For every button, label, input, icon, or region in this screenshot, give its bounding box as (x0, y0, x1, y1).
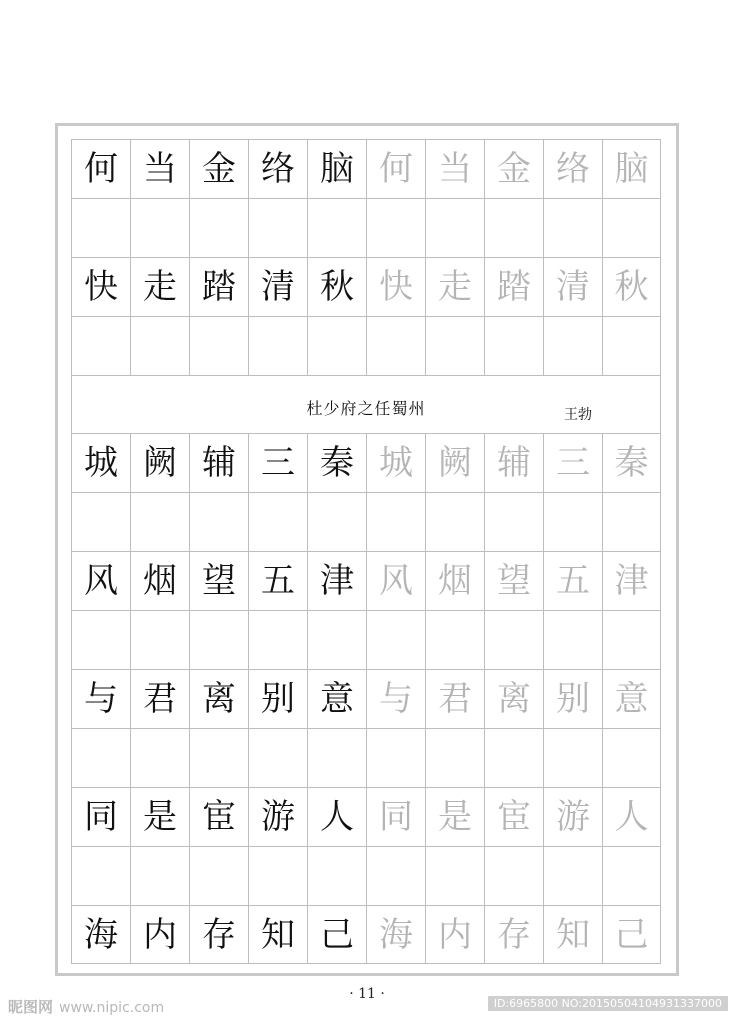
practice-cell (248, 198, 307, 257)
model-character: 内 (130, 905, 189, 964)
practice-cell (366, 728, 425, 787)
model-character: 秋 (307, 257, 366, 316)
model-character: 海 (71, 905, 130, 964)
practice-row (71, 316, 661, 375)
practice-cell (248, 728, 307, 787)
practice-cell (425, 610, 484, 669)
character-row (71, 669, 661, 728)
model-character: 同 (71, 787, 130, 846)
practice-cell (248, 846, 307, 905)
model-character: 望 (189, 551, 248, 610)
practice-cell (71, 198, 130, 257)
model-character: 三 (248, 433, 307, 492)
practice-cell (543, 198, 602, 257)
practice-cell (484, 198, 543, 257)
trace-character: 城 (366, 433, 425, 492)
model-character: 何 (71, 139, 130, 198)
trace-character: 秋 (602, 257, 661, 316)
model-character: 君 (130, 669, 189, 728)
practice-cell (71, 846, 130, 905)
trace-character: 离 (484, 669, 543, 728)
model-character: 阙 (130, 433, 189, 492)
trace-character: 意 (602, 669, 661, 728)
trace-character: 踏 (484, 257, 543, 316)
model-character: 存 (189, 905, 248, 964)
practice-cell (602, 198, 661, 257)
practice-row (71, 846, 661, 905)
trace-character: 津 (602, 551, 661, 610)
trace-character: 三 (543, 433, 602, 492)
trace-character: 游 (543, 787, 602, 846)
practice-cell (307, 728, 366, 787)
trace-character: 五 (543, 551, 602, 610)
character-row (71, 257, 661, 316)
model-character: 知 (248, 905, 307, 964)
practice-cell (189, 610, 248, 669)
practice-cell (366, 198, 425, 257)
watermark-site: www.nipic.com (59, 1000, 165, 1016)
trace-character: 当 (425, 139, 484, 198)
practice-cell (484, 492, 543, 551)
practice-cell (602, 610, 661, 669)
model-character: 络 (248, 139, 307, 198)
practice-cell (543, 846, 602, 905)
practice-cell (248, 492, 307, 551)
character-row (71, 433, 661, 492)
practice-cell (189, 316, 248, 375)
practice-cell (71, 728, 130, 787)
practice-cell (71, 610, 130, 669)
practice-cell (189, 492, 248, 551)
practice-cell (130, 198, 189, 257)
model-character: 脑 (307, 139, 366, 198)
practice-cell (602, 492, 661, 551)
trace-character: 金 (484, 139, 543, 198)
trace-character: 君 (425, 669, 484, 728)
practice-cell (484, 316, 543, 375)
practice-row (71, 610, 661, 669)
trace-character: 秦 (602, 433, 661, 492)
model-character: 己 (307, 905, 366, 964)
practice-cell (189, 728, 248, 787)
model-character: 踏 (189, 257, 248, 316)
practice-cell (189, 846, 248, 905)
model-character: 五 (248, 551, 307, 610)
model-character: 是 (130, 787, 189, 846)
model-character: 快 (71, 257, 130, 316)
trace-character: 宦 (484, 787, 543, 846)
practice-cell (602, 316, 661, 375)
model-character: 津 (307, 551, 366, 610)
practice-cell (307, 610, 366, 669)
practice-cell (307, 198, 366, 257)
trace-character: 存 (484, 905, 543, 964)
practice-cell (425, 846, 484, 905)
practice-cell (130, 610, 189, 669)
model-character: 秦 (307, 433, 366, 492)
trace-character: 内 (425, 905, 484, 964)
model-character: 宦 (189, 787, 248, 846)
practice-cell (248, 610, 307, 669)
practice-cell (130, 846, 189, 905)
trace-character: 海 (366, 905, 425, 964)
watermark-id: ID:6965800 NO:20150504104931337000 (488, 996, 728, 1011)
trace-character: 清 (543, 257, 602, 316)
character-row (71, 139, 661, 198)
practice-row (71, 492, 661, 551)
character-row (71, 905, 661, 964)
practice-cell (425, 728, 484, 787)
trace-character: 快 (366, 257, 425, 316)
model-character: 金 (189, 139, 248, 198)
trace-character: 同 (366, 787, 425, 846)
character-row (71, 787, 661, 846)
model-character: 走 (130, 257, 189, 316)
practice-cell (366, 846, 425, 905)
practice-cell (307, 492, 366, 551)
practice-cell (543, 728, 602, 787)
watermark-logo-text: 昵图网 (8, 998, 54, 1016)
model-character: 辅 (189, 433, 248, 492)
page-number: · 11 · (349, 986, 385, 1002)
trace-character: 己 (602, 905, 661, 964)
trace-character: 知 (543, 905, 602, 964)
trace-character: 何 (366, 139, 425, 198)
model-character: 别 (248, 669, 307, 728)
practice-cell (602, 728, 661, 787)
trace-character: 阙 (425, 433, 484, 492)
practice-cell (602, 846, 661, 905)
practice-cell (484, 610, 543, 669)
trace-character: 走 (425, 257, 484, 316)
practice-cell (307, 846, 366, 905)
trace-character: 是 (425, 787, 484, 846)
trace-character: 别 (543, 669, 602, 728)
trace-character: 与 (366, 669, 425, 728)
poem-title-band (71, 375, 661, 433)
character-row (71, 551, 661, 610)
practice-row (71, 198, 661, 257)
practice-cell (425, 492, 484, 551)
model-character: 游 (248, 787, 307, 846)
model-character: 离 (189, 669, 248, 728)
practice-cell (248, 316, 307, 375)
practice-cell (366, 492, 425, 551)
practice-cell (543, 316, 602, 375)
model-character: 与 (71, 669, 130, 728)
practice-cell (307, 316, 366, 375)
trace-character: 人 (602, 787, 661, 846)
practice-cell (543, 610, 602, 669)
practice-cell (189, 198, 248, 257)
trace-character: 脑 (602, 139, 661, 198)
practice-cell (484, 846, 543, 905)
model-character: 烟 (130, 551, 189, 610)
practice-cell (71, 492, 130, 551)
practice-cell (130, 492, 189, 551)
practice-cell (366, 316, 425, 375)
model-character: 风 (71, 551, 130, 610)
poem-title: 杜少府之任蜀州 (306, 399, 426, 418)
model-character: 当 (130, 139, 189, 198)
trace-character: 络 (543, 139, 602, 198)
practice-cell (484, 728, 543, 787)
trace-character: 烟 (425, 551, 484, 610)
practice-cell (130, 728, 189, 787)
trace-character: 风 (366, 551, 425, 610)
practice-cell (543, 492, 602, 551)
model-character: 意 (307, 669, 366, 728)
model-character: 人 (307, 787, 366, 846)
model-character: 清 (248, 257, 307, 316)
practice-cell (425, 198, 484, 257)
practice-cell (71, 316, 130, 375)
poem-author: 王勃 (564, 407, 592, 423)
trace-character: 辅 (484, 433, 543, 492)
practice-cell (366, 610, 425, 669)
model-character: 城 (71, 433, 130, 492)
practice-cell (425, 316, 484, 375)
practice-cell (130, 316, 189, 375)
trace-character: 望 (484, 551, 543, 610)
watermark-logo (8, 996, 164, 1017)
practice-row (71, 728, 661, 787)
